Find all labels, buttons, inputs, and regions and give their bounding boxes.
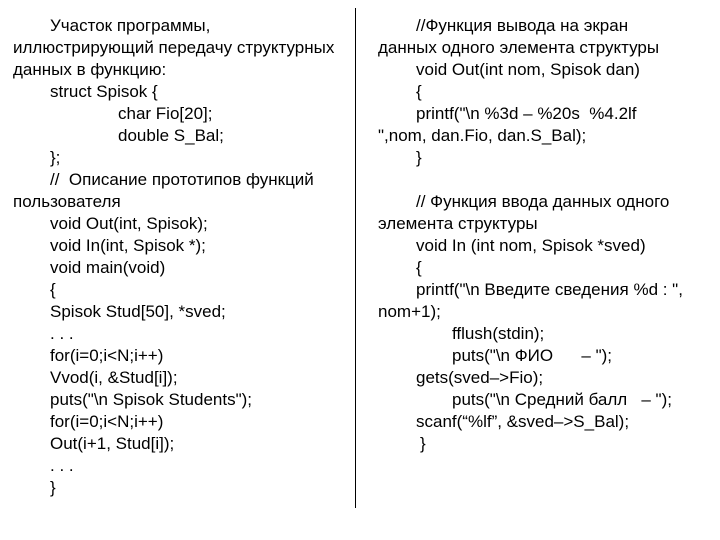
code-line: Vvod(i, &Stud[i]);: [50, 368, 178, 387]
code-line: puts("\n ФИО – ");: [452, 346, 613, 365]
code-line: for(i=0;i<N;i++): [50, 346, 164, 365]
code-line: данных в функцию:: [13, 60, 167, 79]
code-line: void main(void): [50, 258, 166, 277]
code-line: double S_Bal;: [118, 126, 224, 145]
code-line: }: [416, 148, 422, 167]
code-line: puts("\n Средний балл – ");: [452, 390, 672, 409]
column-divider: [355, 8, 356, 508]
code-line: fflush(stdin);: [452, 324, 545, 343]
code-line: printf("\n Введите сведения %d : ",: [416, 280, 683, 299]
code-line: void In (int nom, Spisok *sved): [416, 236, 646, 255]
code-line: for(i=0;i<N;i++): [50, 412, 164, 431]
code-line: данных одного элемента структуры: [378, 38, 660, 57]
code-line: // Описание прототипов функций: [50, 170, 314, 189]
code-line: }: [420, 434, 426, 453]
code-line: Spisok Stud[50], *sved;: [50, 302, 226, 321]
code-line: {: [50, 280, 56, 299]
code-line: Участок программы,: [50, 16, 211, 35]
code-line: . . .: [50, 324, 74, 343]
code-line: {: [416, 258, 422, 277]
code-line: }: [50, 478, 56, 497]
code-line: void Out(int, Spisok);: [50, 214, 208, 233]
code-line: scanf(“%lf”, &sved–>S_Bal);: [416, 412, 630, 431]
code-line: struct Spisok {: [50, 82, 158, 101]
code-line: иллюстрирующий передачу структурных: [13, 38, 335, 57]
code-line: пользователя: [13, 192, 121, 211]
code-line: nom+1);: [378, 302, 441, 321]
code-line: {: [416, 82, 422, 101]
code-line: char Fio[20];: [118, 104, 213, 123]
code-line: puts("\n Spisok Students");: [50, 390, 252, 409]
code-line: void Out(int nom, Spisok dan): [416, 60, 640, 79]
code-line: void In(int, Spisok *);: [50, 236, 206, 255]
code-line: //Функция вывода на экран: [416, 16, 629, 35]
code-line: элемента структуры: [378, 214, 538, 233]
code-line: };: [50, 148, 61, 167]
code-line: ",nom, dan.Fio, dan.S_Bal);: [378, 126, 587, 145]
code-line: . . .: [50, 456, 74, 475]
code-line: gets(sved–>Fio);: [416, 368, 544, 387]
code-line: printf("\n %3d – %20s %4.2lf: [416, 104, 637, 123]
code-line: Out(i+1, Stud[i]);: [50, 434, 175, 453]
code-line: // Функция ввода данных одного: [416, 192, 670, 211]
